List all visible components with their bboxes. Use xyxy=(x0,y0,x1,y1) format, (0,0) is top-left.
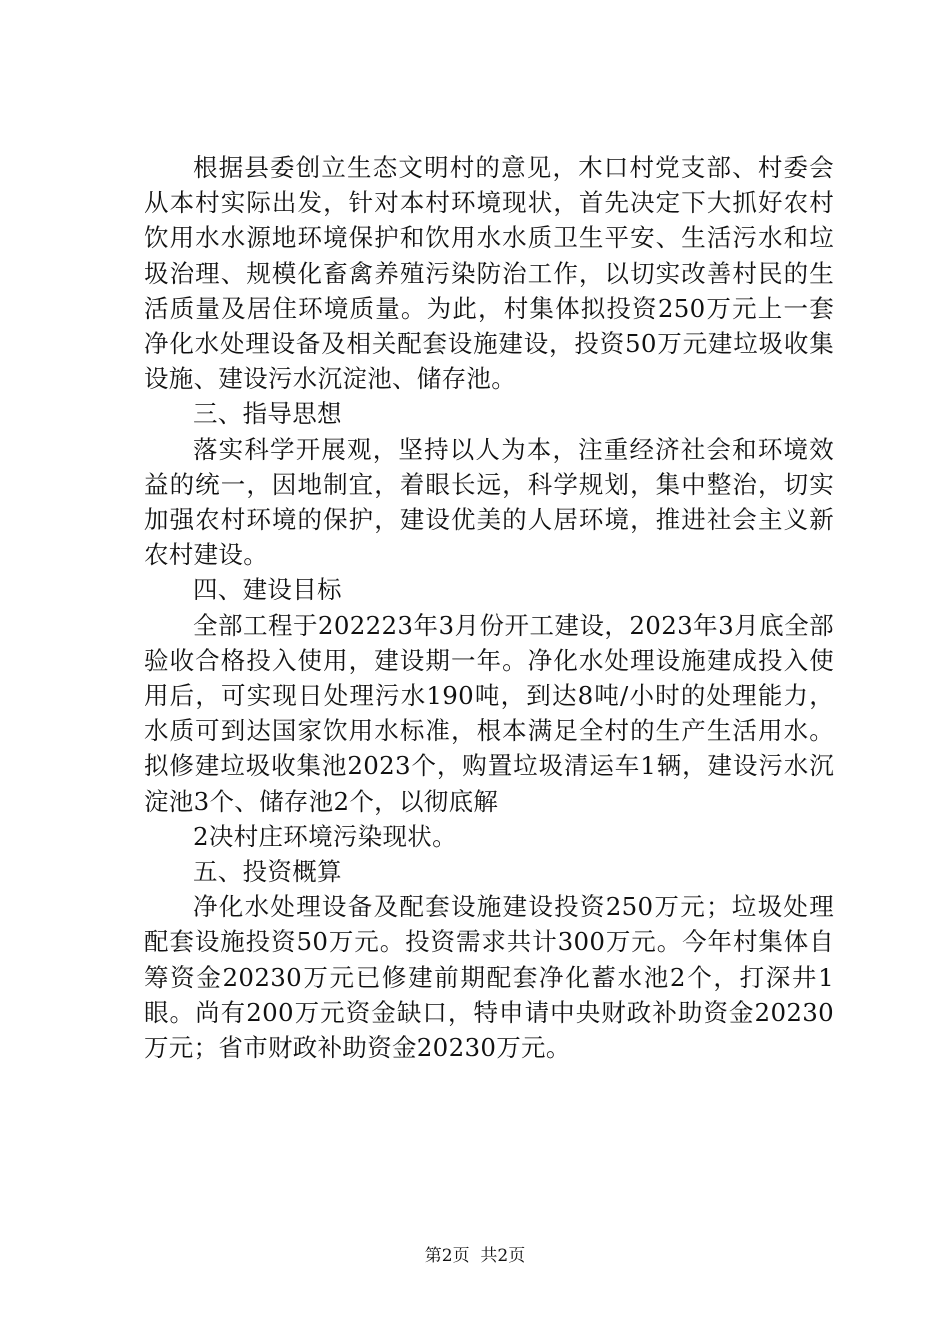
paragraph-construction-goals: 全部工程于202223年3月份开工建设，2023年3月底全部验收合格投入使用，建设期一年。净化水处理设施建成投入使用后，可实现日处理污水190吨，到达8吨/小时的处理能力，水质可到达国家饮用水标准，根本满足全村的生产生活用水。拟修建垃圾收集池2023个，购置垃圾清运车1辆，建设污水沉淀池3个、储存池2个，以彻底解 xyxy=(144,610,834,816)
page-footer xyxy=(0,1245,950,1267)
section-heading-investment-estimate: 五、投资概算 xyxy=(193,857,342,887)
paragraph-intro: 根据县委创立生态文明村的意见，木口村党支部、村委会从本村实际出发，针对本村环境现状，首先决定下大抓好农村饮用水水源地环境保护和饮用水水质卫生平安、生活污水和垃圾治理、规模化畜禽养殖污染防治工作，以切实改善村民的生活质量及居住环境质量。为此，村集体拟投资250万元上一套净化水处理设备及相关配套设施建设，投资50万元建垃圾收集设施、建设污水沉淀池、储存池。 xyxy=(144,153,834,394)
document-body xyxy=(144,150,834,1065)
paragraph-investment-estimate: 净化水处理设备及配套设施建设投资250万元；垃圾处理配套设施投资50万元。投资需求共计300万元。今年村集体自筹资金20230万元已修建前期配套净化蓄水池2个，打深井1眼。尚有200万元资金缺口，特申请中央财政补助资金20230万元；省市财政补助资金20230万元。 xyxy=(144,892,834,1063)
section-heading-guiding-thought: 三、指导思想 xyxy=(193,399,342,429)
paragraph-construction-goals-continued: 2决村庄环境污染现状。 xyxy=(193,821,457,851)
page-number-total: 共2页 xyxy=(480,1246,526,1266)
page-number-current: 第2页 xyxy=(424,1246,470,1266)
paragraph-guiding-thought: 落实科学开展观，坚持以人为本，注重经济社会和环境效益的统一，因地制宜，着眼长远，科学规划，集中整治，切实加强农村环境的保护，建设优美的人居环境，推进社会主义新农村建设。 xyxy=(144,434,834,570)
section-heading-construction-goals: 四、建设目标 xyxy=(193,575,342,605)
